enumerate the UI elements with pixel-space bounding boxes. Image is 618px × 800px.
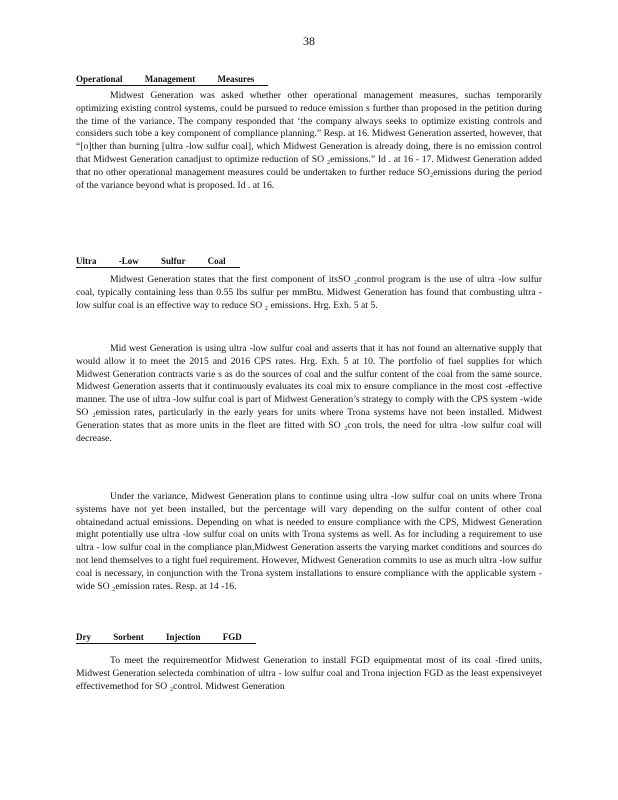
- page-number: 38: [303, 34, 315, 48]
- paragraph-ulsc-intro: Midwest Generation states that the first component of itsSO ₂control program is the use of ultra -low sulfur coal, typically containing less than 0.55 lbs sulfur per mmBtu. Midwest Generation has found that combusting ultra -low sulfur coal is an effective way to reduce SO ₂ emissions. Hrg. Exh. 5 at 5.: [76, 274, 542, 311]
- heading-dry-sorbent-injection-fgd: Dry Sorbent Injection FGD: [76, 632, 256, 644]
- paragraph-ulsc-variance: Under the variance, Midwest Generation plans to continue using ultra -low sulfur coal on units where Trona systems have not yet been installed, but the percentage will vary depending on the sulfur content of other coal obtainedand actual emissions. Depending on what is needed to ensure compliance with the CPS, Midwest Generation might potentially use ultra -low sulfur coal on units with Trona systems as well. As for including a requirement to use ultra - low sulfur coal in the compliance plan,Midwest Generation asserts the varying market conditions and sources do not lend themselves to a tight fuel requirement. However, Midwest Generation commits to use as much ultra -low sulfur coal is necessary, in conjunction with the Trona system installations to ensure compliance with the applicable system -wide SO ₂emission rates. Resp. at 14 -16.: [76, 491, 542, 592]
- heading-operational-management-measures: Operational Management Measures: [76, 74, 268, 86]
- paragraph-ulsc-supply: Mid west Generation is using ultra -low sulfur coal and asserts that it has not found an alternative supply that would allow it to meet the 2015 and 2016 CPS rates. Hrg. Exh. 5 at 10. The portfolio of fuel supplies for which Midwest Generation contracts varie s as do the sources of coal and the sulfur content of the coal from the same source. Midwest Generation asserts that it continuously evaluates its coal mix to ensure compliance in the most cost -effective manner. The use of ultra -low sulfur coal is part of Midwest Generation’s strategy to comply with the CPS system -wide SO ₂emission rates, particularly in the early years for units where Trona systems have not been installed. Midwest Generation states that as more units in the fleet are fitted with SO ₂con trols, the need for ultra -low sulfur coal will decrease.: [76, 343, 542, 444]
- paragraph-dsi-fgd: To meet the requirementfor Midwest Generation to install FGD equipmentat most of its coal -fired units, Midwest Generation selecteda combination of ultra - low sulfur coal and Trona injection FGD as the least expensiveyet effectivemethod for SO ₂control. Midwest Generation: [76, 655, 542, 692]
- paragraph-operational-measures: Midwest Generation was asked whether other operational management measures, suchas temporarily optimizing existing control systems, could be pursued to reduce emission s further than proposed in the petition during the time of the variance. The company responded that ‘the company always seeks to optimize existing controls and considers such tobe a key component of compliance planning.” Resp. at 16. Midwest Generation asserted, however, that “[o]ther than burning [ultra -low sulfur coal], which Midwest Generation is already doing, there is no emission control that Midwest Generation canadjust to optimize reduction of SO ₂emissions.” Id . at 16 - 17. Midwest Generation added that no other operational management measures could be undertaken to further reduce SO₂emissions during the period of the variance beyond what is proposed. Id . at 16.: [76, 90, 542, 191]
- heading-ultra-low-sulfur-coal: Ultra -Low Sulfur Coal: [76, 256, 240, 268]
